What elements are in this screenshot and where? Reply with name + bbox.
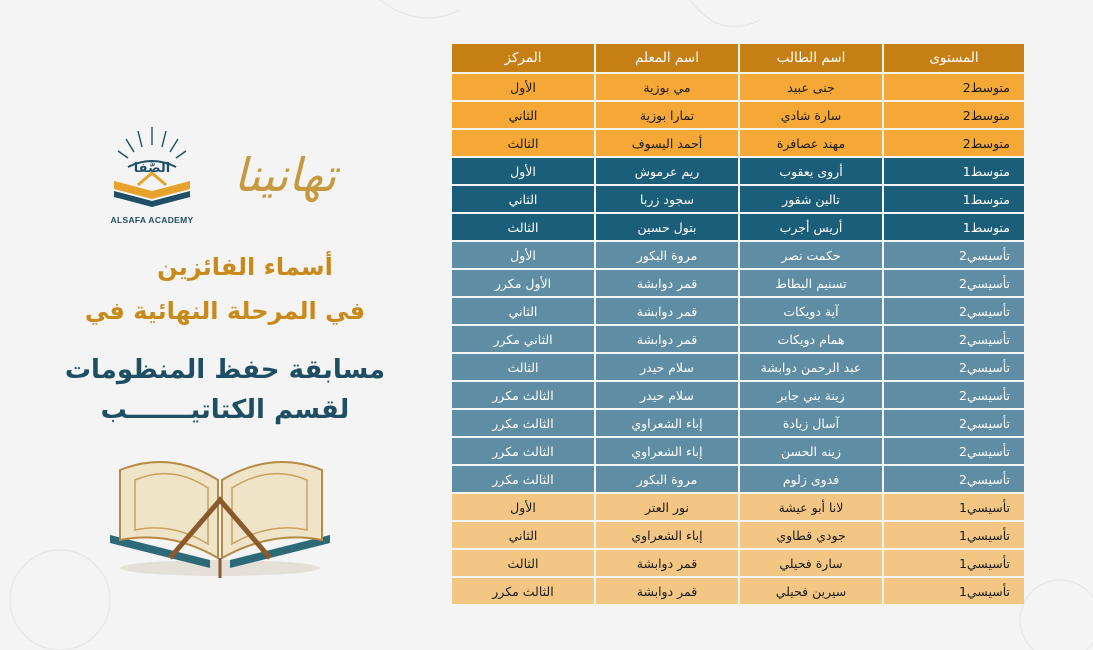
cell-teacher: سجود زربا <box>596 186 738 212</box>
cell-student: جنى عبيد <box>740 74 882 100</box>
headline-line-4: لقسم الكتاتيـــــــب <box>100 395 350 425</box>
cell-level: متوسط1 <box>884 158 1024 184</box>
cell-level: متوسط2 <box>884 74 1024 100</box>
cell-rank: الثالث مكرر <box>452 410 594 436</box>
cell-student: عبد الرحمن دوابشة <box>740 354 882 380</box>
cell-teacher: قمر دوابشة <box>596 326 738 352</box>
table-row <box>452 74 1024 100</box>
table-row <box>452 298 1024 324</box>
cell-teacher: قمر دوابشة <box>596 270 738 296</box>
table-row <box>452 438 1024 464</box>
header-student: اسم الطالب <box>740 44 882 72</box>
table-row <box>452 522 1024 548</box>
cell-level: تأسيسي2 <box>884 298 1024 324</box>
cell-rank: الثالث <box>452 130 594 156</box>
cell-student: لانا أبو عيشة <box>740 494 882 520</box>
cell-rank: الثالث <box>452 214 594 240</box>
cell-teacher: تمارا بوزية <box>596 102 738 128</box>
cell-rank: الثالث <box>452 550 594 576</box>
header-teacher: اسم المعلم <box>596 44 738 72</box>
cell-teacher: إباء الشعراوي <box>596 410 738 436</box>
cell-level: تأسيسي2 <box>884 382 1024 408</box>
cell-level: تأسيسي2 <box>884 438 1024 464</box>
cell-teacher: مروة البكور <box>596 242 738 268</box>
cell-teacher: ريم عرموش <box>596 158 738 184</box>
cell-teacher: بتول حسين <box>596 214 738 240</box>
table-header-row <box>452 44 1024 72</box>
cell-student: همام دويكات <box>740 326 882 352</box>
cell-level: تأسيسي1 <box>884 578 1024 604</box>
cell-student: حكمت نصر <box>740 242 882 268</box>
cell-student: جودي قطاوي <box>740 522 882 548</box>
cell-student: آية دويكات <box>740 298 882 324</box>
cell-level: تأسيسي2 <box>884 466 1024 492</box>
cell-teacher: إباء الشعراوي <box>596 438 738 464</box>
cell-student: أريس أجرب <box>740 214 882 240</box>
cell-rank: الثاني <box>452 186 594 212</box>
open-quran-book-icon <box>100 440 340 580</box>
cell-level: متوسط1 <box>884 186 1024 212</box>
cell-level: تأسيسي1 <box>884 522 1024 548</box>
logo-arabic-text: الصَّفا <box>133 161 171 176</box>
cell-student: تالين شقور <box>740 186 882 212</box>
cell-level: تأسيسي2 <box>884 242 1024 268</box>
logo-text: ALSAFA ACADEMY <box>110 215 194 225</box>
cell-teacher: مروة البكور <box>596 466 738 492</box>
table-row <box>452 326 1024 352</box>
cell-rank: الأول <box>452 242 594 268</box>
headline-line-2: في المرحلة النهائية في <box>84 297 366 325</box>
cell-rank: الأول <box>452 74 594 100</box>
cell-teacher: مي بوزية <box>596 74 738 100</box>
table-row <box>452 410 1024 436</box>
cell-teacher: أحمد اليسوف <box>596 130 738 156</box>
cell-teacher: إباء الشعراوي <box>596 522 738 548</box>
cell-teacher: قمر دوابشة <box>596 298 738 324</box>
table-row <box>452 382 1024 408</box>
cell-level: متوسط1 <box>884 214 1024 240</box>
cell-rank: الأول مكرر <box>452 270 594 296</box>
table-row <box>452 494 1024 520</box>
cell-rank: الثالث <box>452 354 594 380</box>
table-row <box>452 270 1024 296</box>
cell-level: تأسيسي1 <box>884 550 1024 576</box>
table-row <box>452 354 1024 380</box>
cell-level: تأسيسي2 <box>884 326 1024 352</box>
cell-rank: الثاني مكرر <box>452 326 594 352</box>
cell-student: سيرين فحيلي <box>740 578 882 604</box>
cell-student: سارة شادي <box>740 102 882 128</box>
table-row <box>452 130 1024 156</box>
cell-student: تسنيم البطاط <box>740 270 882 296</box>
table-row <box>452 186 1024 212</box>
cell-student: أروى يعقوب <box>740 158 882 184</box>
cell-level: متوسط2 <box>884 102 1024 128</box>
cell-rank: الثالث مكرر <box>452 382 594 408</box>
cell-rank: الثالث مكرر <box>452 578 594 604</box>
cell-student: فدوى زلوم <box>740 466 882 492</box>
cell-level: متوسط2 <box>884 130 1024 156</box>
winners-table <box>450 42 1026 606</box>
cell-rank: الثالث مكرر <box>452 466 594 492</box>
table-row <box>452 578 1024 604</box>
cell-level: تأسيسي2 <box>884 270 1024 296</box>
cell-rank: الأول <box>452 158 594 184</box>
cell-student: زينة بني جابر <box>740 382 882 408</box>
table-row <box>452 158 1024 184</box>
cell-rank: الثاني <box>452 522 594 548</box>
cell-student: آسال زيادة <box>740 410 882 436</box>
cell-teacher: سلام حيدر <box>596 354 738 380</box>
cell-student: سارة فحيلي <box>740 550 882 576</box>
cell-rank: الأول <box>452 494 594 520</box>
alsafa-academy-logo <box>108 125 196 235</box>
header-level: المستوى <box>884 44 1024 72</box>
table-row <box>452 466 1024 492</box>
table-row <box>452 214 1024 240</box>
left-panel <box>0 0 450 650</box>
header-rank: المركز <box>452 44 594 72</box>
table-row <box>452 242 1024 268</box>
cell-level: تأسيسي2 <box>884 354 1024 380</box>
cell-student: زينه الحسن <box>740 438 882 464</box>
cell-rank: الثاني <box>452 102 594 128</box>
congrats-calligraphy: تهانينا <box>233 148 337 202</box>
cell-rank: الثاني <box>452 298 594 324</box>
headline-line-3: مسابقة حفظ المنظومات <box>64 355 386 385</box>
cell-level: تأسيسي2 <box>884 410 1024 436</box>
cell-teacher: نور العتر <box>596 494 738 520</box>
table-row <box>452 550 1024 576</box>
cell-level: تأسيسي1 <box>884 494 1024 520</box>
cell-teacher: سلام حيدر <box>596 382 738 408</box>
cell-teacher: قمر دوابشة <box>596 578 738 604</box>
cell-rank: الثالث مكرر <box>452 438 594 464</box>
headline-line-1-text: أسماء الفائزين <box>157 253 333 281</box>
table-row <box>452 102 1024 128</box>
cell-teacher: قمر دوابشة <box>596 550 738 576</box>
cell-student: مهند عصافرة <box>740 130 882 156</box>
headline-line-1 <box>120 253 370 281</box>
